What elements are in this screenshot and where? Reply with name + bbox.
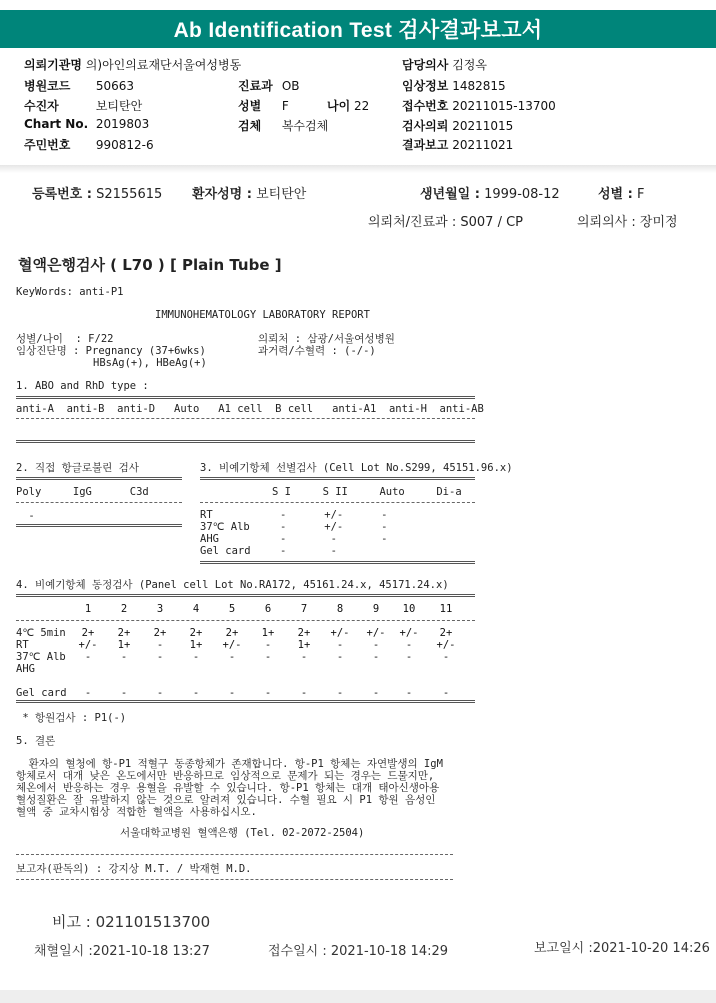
- panel-cell: -: [336, 639, 344, 651]
- dept-value: OB: [281, 79, 300, 93]
- sex-row: [238, 97, 289, 114]
- receipt-label: 접수번호: [402, 99, 449, 113]
- report-date-row: [402, 136, 513, 153]
- double-rule: [16, 477, 182, 480]
- abo-title: 1. ABO and RhD type :: [16, 380, 149, 392]
- panel-cell: -: [336, 687, 344, 699]
- antigen-test: * 항원검사 : P1(-): [16, 712, 127, 724]
- report-title: Ab Identification Test 검사결과보고서: [0, 10, 716, 48]
- history: 과거력/수혈력 : (-/-): [258, 345, 376, 357]
- dob: [420, 183, 560, 202]
- code-label: 병원코드: [24, 79, 71, 93]
- panel-cell: -: [120, 651, 128, 663]
- panel-column-header: 1: [84, 603, 92, 615]
- screen-row-values: - -: [280, 545, 337, 557]
- single-rule: [16, 620, 475, 621]
- double-rule: [16, 524, 182, 527]
- dob-label: 생년월일 :: [420, 187, 480, 202]
- abo-headers: anti-A anti-B anti-D Auto A1 cell B cell anti-A1 anti-H anti-AB: [16, 403, 484, 415]
- panel-cell: -: [156, 639, 164, 651]
- panel-cell: 2+: [81, 627, 95, 639]
- id-value: 990812-6: [95, 138, 154, 152]
- screen-row-values: - +/- -: [280, 509, 388, 521]
- panel-cell: +/-: [399, 627, 419, 639]
- panel-cell: +/-: [436, 639, 456, 651]
- panel-cell: +/-: [330, 627, 350, 639]
- panel-cell: 1+: [261, 627, 275, 639]
- age-label: 나이: [327, 99, 351, 113]
- panel-cell: -: [84, 687, 92, 699]
- note-value: 021101513700: [95, 913, 211, 931]
- panel-cell: -: [156, 651, 164, 663]
- panel-cell: -: [405, 639, 413, 651]
- panel-cell: 2+: [189, 627, 203, 639]
- referral: 의뢰처 : 삼광/서울여성병원: [258, 333, 395, 345]
- panel-cell: -: [300, 651, 308, 663]
- reg-label: 등록번호 :: [32, 187, 92, 202]
- chart-value: 2019803: [95, 117, 150, 131]
- panel-cell: 1+: [297, 639, 311, 651]
- panel-cell: -: [228, 651, 236, 663]
- insurance-value: 1482815: [452, 79, 506, 93]
- panel-cell: +/-: [366, 627, 386, 639]
- panel-cell: -: [442, 651, 450, 663]
- patient-sex-label: 성별 :: [598, 187, 633, 202]
- dat-headers: Poly IgG C3d: [16, 486, 149, 498]
- hospital-row: [24, 56, 241, 73]
- doctor-row: [402, 56, 487, 73]
- received-time: 접수일시 : 2021-10-18 14:29: [268, 944, 449, 959]
- single-rule: [16, 879, 453, 880]
- hospital-value: 의)아인의료재단서울여성병동: [85, 58, 242, 72]
- dept-label: 진료과: [238, 79, 273, 93]
- screen-row-values: - +/- -: [280, 521, 388, 533]
- patient-sex: [598, 183, 644, 202]
- request-row: [402, 117, 513, 134]
- panel-cell: 1+: [189, 639, 203, 651]
- panel-cell: -: [372, 651, 380, 663]
- double-rule: [16, 440, 475, 443]
- header-divider: [0, 165, 716, 173]
- diagnosis: 임상진단명 : Pregnancy (37+6wks): [16, 345, 206, 357]
- patient-label: 수진자: [24, 99, 59, 113]
- panel-cell: -: [264, 639, 272, 651]
- panel-row-label: 37℃ Alb: [16, 651, 66, 663]
- referral-dept: [368, 211, 523, 230]
- conclusion-line: 환자의 혈청에 항-P1 적혈구 동종항체가 존재합니다. 항-P1 항체는 자연발생의 IgM: [16, 758, 443, 770]
- panel-row-label: RT: [16, 639, 29, 651]
- age-value: 22: [354, 99, 370, 113]
- panel-cell: -: [192, 651, 200, 663]
- single-rule: [16, 854, 453, 855]
- panel-cell: -: [336, 651, 344, 663]
- referral-dept-value: S007 / CP: [460, 215, 524, 230]
- note: [52, 911, 210, 932]
- panel-cell: -: [442, 687, 450, 699]
- patient-name: [192, 183, 306, 202]
- report-date-label: 결과보고: [402, 138, 449, 152]
- panel-cell: 1+: [117, 639, 131, 651]
- referral-doctor: [577, 211, 678, 230]
- conclusion-line: 혈액 중 교차시험상 적합한 혈액을 사용하십시오.: [16, 806, 257, 818]
- code-value: 50663: [95, 79, 135, 93]
- panel-row-label: Gel card: [16, 687, 67, 699]
- panel-cell: -: [264, 651, 272, 663]
- doctor-value: 김정옥: [452, 58, 487, 72]
- chart-label: Chart No.: [24, 117, 89, 131]
- panel-column-header: 3: [156, 603, 164, 615]
- panel-cell: -: [300, 687, 308, 699]
- panel-column-header: 7: [300, 603, 308, 615]
- receipt-row: [402, 97, 556, 114]
- screen-row-label: RT: [200, 509, 213, 521]
- dob-value: 1999-08-12: [484, 187, 560, 202]
- request-label: 검사의뢰: [402, 119, 449, 133]
- code-row: [24, 77, 134, 94]
- panel-column-header: 9: [372, 603, 380, 615]
- screen-title: 3. 비예기항체 선별검사 (Cell Lot No.S299, 45151.96.x): [200, 462, 513, 474]
- panel-cell: 2+: [439, 627, 453, 639]
- panel-column-header: 2: [120, 603, 128, 615]
- reporter: 보고자(판독의) : 강지상 M.T. / 박재현 M.D.: [16, 863, 252, 875]
- hospital-label: 의뢰기관명: [24, 58, 82, 72]
- patient-value: 보티탄안: [95, 99, 143, 113]
- conclusion-line: 체온에서 반응하는 경우 용혈을 유발할 수 있습니다. 항-P1 항체는 대개 태아신생아용: [16, 782, 440, 794]
- panel-title: 4. 비예기항체 동정검사 (Panel cell Lot No.RA172, 45161.24.x, 45171.24.x): [16, 579, 449, 591]
- panel-cell: -: [264, 687, 272, 699]
- panel-cell: -: [405, 651, 413, 663]
- reg-value: S2155615: [96, 187, 163, 202]
- sex-label: 성별: [238, 99, 262, 113]
- doctor-label: 담당의사: [402, 58, 449, 72]
- bottom-band: [0, 990, 716, 1003]
- panel-row-label: 4℃ 5min: [16, 627, 66, 639]
- panel-cell: -: [192, 687, 200, 699]
- referral-doctor-label: 의뢰의사 :: [577, 215, 636, 230]
- panel-column-header: 11: [439, 603, 453, 615]
- double-rule: [16, 700, 475, 703]
- panel-cell: 2+: [225, 627, 239, 639]
- double-rule: [200, 477, 475, 480]
- chart-row: [24, 117, 149, 131]
- specimen-label: 검체: [238, 119, 262, 133]
- referral-dept-label: 의뢰처/진료과 :: [368, 215, 457, 230]
- hbs: HBsAg(+), HBeAg(+): [93, 357, 207, 369]
- panel-cell: -: [405, 687, 413, 699]
- dat-title: 2. 직접 항글로불린 검사: [16, 462, 139, 474]
- double-rule: [16, 594, 475, 597]
- panel-row-label: AHG: [16, 663, 35, 675]
- referral-doctor-value: 장미정: [639, 215, 678, 230]
- panel-column-header: 6: [264, 603, 272, 615]
- panel-cell: +/-: [78, 639, 98, 651]
- name-label: 환자성명 :: [192, 187, 252, 202]
- conclusion-line: 혈성질환은 잘 유발하지 않는 것으로 알려져 있습니다. 수혈 필요 시 P1 항원 음성인: [16, 794, 436, 806]
- panel-cell: -: [372, 639, 380, 651]
- lab-title: IMMUNOHEMATOLOGY LABORATORY REPORT: [155, 309, 370, 321]
- insurance-label: 임상정보: [402, 79, 449, 93]
- panel-cell: -: [372, 687, 380, 699]
- patient-sex-value: F: [636, 187, 645, 202]
- id-row: [24, 136, 154, 153]
- sex-age: 성별/나이 : F/22: [16, 333, 114, 345]
- report-date-value: 20211021: [452, 138, 514, 152]
- collected-time: 채혈일시 :2021-10-18 13:27: [34, 944, 210, 959]
- specimen-value: 복수검체: [281, 119, 329, 133]
- panel-cell: 2+: [297, 627, 311, 639]
- lab-name: 서울대학교병원 혈액은행 (Tel. 02-2072-2504): [120, 827, 365, 839]
- single-rule: [16, 502, 182, 503]
- keywords: KeyWords: anti-P1: [16, 286, 124, 298]
- double-rule: [200, 561, 475, 564]
- panel-cell: -: [120, 687, 128, 699]
- id-label: 주민번호: [24, 138, 71, 152]
- double-rule: [16, 396, 475, 399]
- note-label: 비고 :: [52, 913, 91, 931]
- screen-row-label: Gel card: [200, 545, 251, 557]
- screen-row-label: 37℃ Alb: [200, 521, 250, 533]
- panel-column-header: 4: [192, 603, 200, 615]
- section-title: 혈액은행검사 ( L70 ) [ Plain Tube ]: [18, 256, 282, 274]
- panel-column-header: 8: [336, 603, 344, 615]
- insurance-row: [402, 77, 506, 94]
- request-value: 20211015: [452, 119, 514, 133]
- dat-values: -: [22, 510, 35, 522]
- conclusion-title: 5. 결론: [16, 735, 56, 747]
- sex-value: F: [281, 99, 289, 113]
- panel-cell: -: [228, 687, 236, 699]
- single-rule: [200, 502, 475, 503]
- single-rule: [16, 418, 475, 419]
- specimen-row: [238, 117, 328, 134]
- patient-row: [24, 97, 142, 114]
- panel-cell: 2+: [153, 627, 167, 639]
- dept-row: [238, 77, 300, 94]
- panel-cell: +/-: [222, 639, 242, 651]
- panel-cell: -: [84, 651, 92, 663]
- panel-column-header: 5: [228, 603, 236, 615]
- age-row: [327, 97, 369, 114]
- screen-headers: S I S II Auto Di-a: [272, 486, 462, 498]
- name-value: 보티탄안: [256, 187, 307, 202]
- screen-row-label: AHG: [200, 533, 219, 545]
- panel-cell: -: [156, 687, 164, 699]
- panel-cell: 2+: [117, 627, 131, 639]
- conclusion-line: 항체로서 대개 낮은 온도에서만 반응하므로 임상적으로 문제가 되는 경우는 드물지만,: [16, 770, 435, 782]
- reported-time: 보고일시 :2021-10-20 14:26: [534, 941, 710, 956]
- reg-no: [32, 183, 162, 202]
- receipt-value: 20211015-13700: [452, 99, 556, 113]
- panel-column-header: 10: [402, 603, 416, 615]
- screen-row-values: - - -: [280, 533, 388, 545]
